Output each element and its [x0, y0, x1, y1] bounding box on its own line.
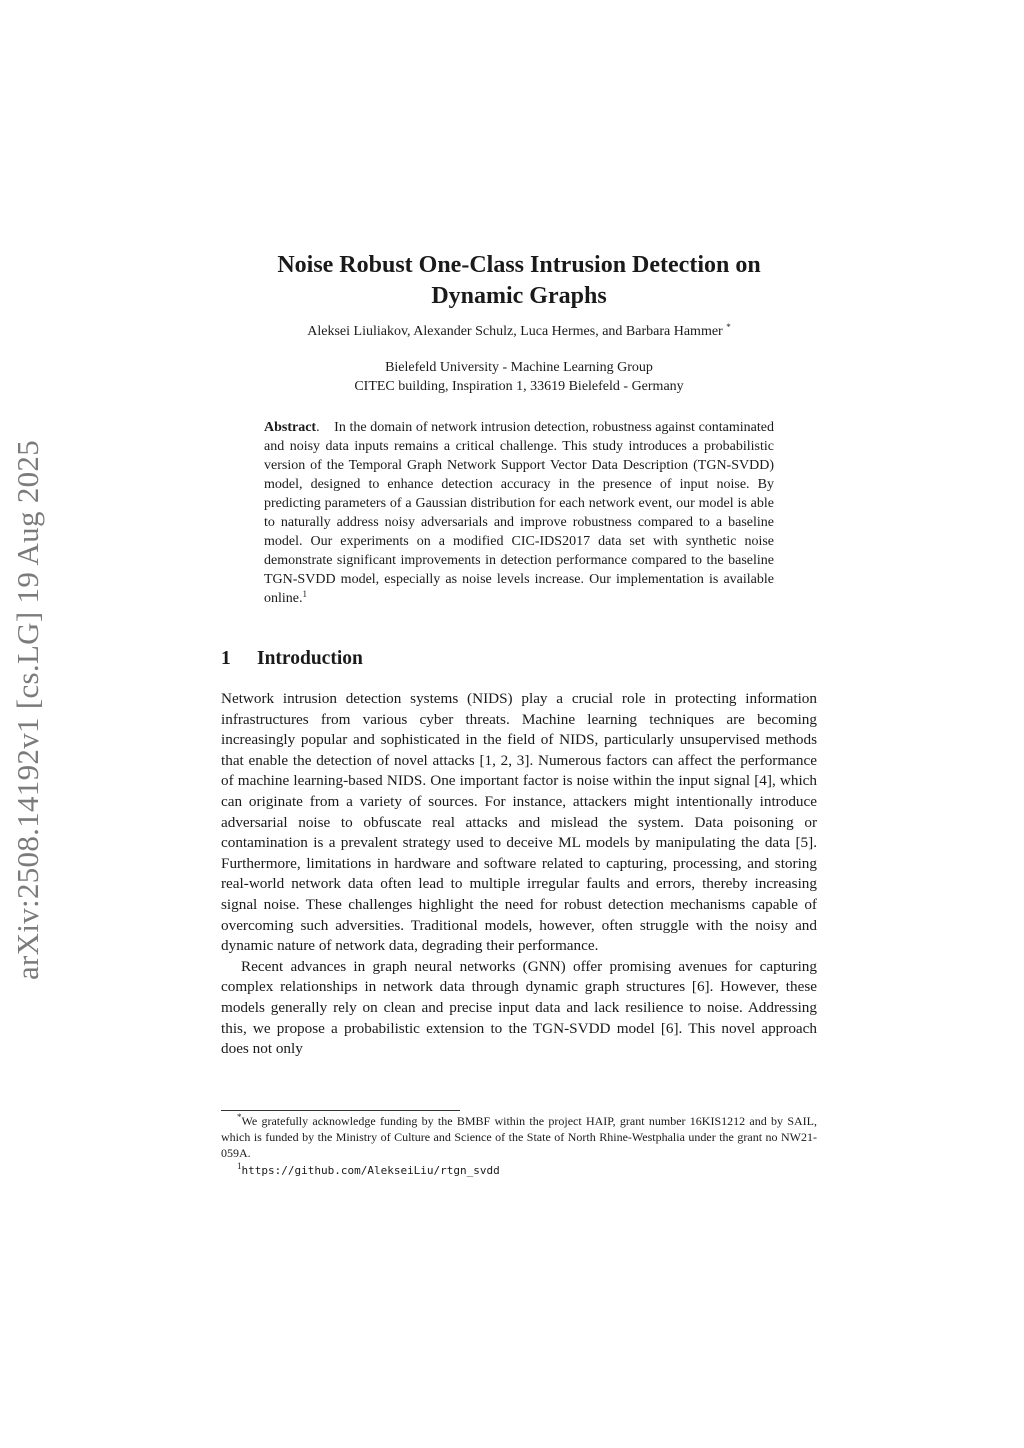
- abstract-label: Abstract: [264, 420, 317, 435]
- section-title: Introduction: [257, 648, 363, 669]
- footnote-divider: [221, 1110, 460, 1111]
- affiliation: [221, 358, 817, 396]
- abstract-footnote-marker: 1: [302, 589, 307, 599]
- arxiv-identifier: arXiv:2508.14192v1 [cs.LG] 19 Aug 2025: [10, 439, 45, 981]
- section-heading: [221, 648, 363, 670]
- author-list: [221, 324, 817, 340]
- section-body: [221, 689, 817, 1060]
- abstract: Abstract. In the domain of network intrusion detection, robustness against contaminated and noisy data inputs remains a critical challenge. This study introduces a probabilistic version of the Temporal Graph Network Support Vector Data Description (TGN-SVDD) model, designed to enhance detection accuracy in the presence of input noise. By predicting parameters of a Gaussian distribution for each network event, our model is able to naturally address noisy adversarials and improve robustness compared to a baseline model. Our experiments on a modified CIC-IDS2017 data set with synthetic noise demonstrate significant improvements in detection performance compared to the baseline TGN-SVDD model, especially as noise levels increase. Our implementation is available online.$^1$: [264, 420, 774, 606]
- abstract-text: In the domain of network intrusion detection, robustness against contaminated and noisy data inputs remains a critical challenge. This study introduces a probabilistic version of the Temporal Graph Network Support Vector Data Description (TGN-SVDD) model, designed to enhance detection accuracy in the presence of input noise. By predicting parameters of a Gaussian distribution for each network event, our model is able to naturally address noisy adversarials and improve robustness compared to a baseline model. Our experiments on a modified CIC-IDS2017 data set with synthetic noise demonstrate significant improvements in detection performance compared to the baseline TGN-SVDD model, especially as noise levels increase. Our implementation is available online.: [264, 420, 774, 606]
- footnote-url-marker: 1: [237, 1160, 242, 1171]
- affiliation-line-1: Bielefeld University - Machine Learning Group: [385, 360, 653, 375]
- footnote-funding-text: We gratefully acknowledge funding by the BMBF within the project HAIP, grant number 16KIS1212 and by SAIL, which is funded by the Ministry of Culture and Science of the State of North Rhine-Westphalia under the grant no NW21-059A.: [221, 1114, 817, 1161]
- authors-text: Aleksei Liuliakov, Alexander Schulz, Luca Hermes, and Barbara Hammer: [307, 324, 723, 339]
- paper-title: [221, 250, 817, 312]
- section-number: 1: [221, 648, 231, 669]
- paragraph-2: Recent advances in graph neural networks (GNN) offer promising avenues for capturing complex relationships in network data through dynamic graph structures [6]. However, these models generally rely on clean and precise input data and lack resilience to noise. Addressing this, we propose a probabilistic extension to the TGN-SVDD model [6]. This novel approach does not only: [221, 957, 817, 1058]
- footnote-funding: [221, 1113, 817, 1162]
- footnote-funding-marker: *: [237, 1112, 242, 1122]
- author-footnote-marker: *: [726, 322, 731, 332]
- footnote-url: [221, 1162, 817, 1179]
- affiliation-line-2: CITEC building, Inspiration 1, 33619 Bielefeld - Germany: [354, 379, 684, 394]
- title-line-2: Dynamic Graphs: [431, 283, 607, 309]
- title-line-1: Noise Robust One-Class Intrusion Detection on: [277, 252, 761, 278]
- footnotes: [221, 1113, 817, 1179]
- implementation-link[interactable]: https://github.com/AlekseiLiu/rtgn_svdd: [241, 1163, 500, 1177]
- paragraph-1: Network intrusion detection systems (NIDS) play a crucial role in protecting information infrastructures from various cyber threats. Machine learning techniques are becoming increasingly popular and sophisticated in the field of NIDS, particularly unsupervised methods that enable the detection of novel attacks [1, 2, 3]. Numerous factors can affect the performance of machine learning-based NIDS. One important factor is noise within the input signal [4], which can originate from a variety of sources. For instance, attackers might intentionally introduce adversarial noise to obfuscate real attacks and mislead the system. Data poisoning or contamination is a prevalent strategy used to deceive ML models by manipulating the data [5]. Furthermore, limitations in hardware and software related to capturing, processing, and storing real-world network data often lead to multiple irregular faults and errors, thereby increasing signal noise. These challenges highlight the need for robust detection mechanisms capable of overcoming such adversities. Traditional models, however, often struggle with the noisy and dynamic nature of network data, degrading their performance.: [221, 690, 817, 955]
